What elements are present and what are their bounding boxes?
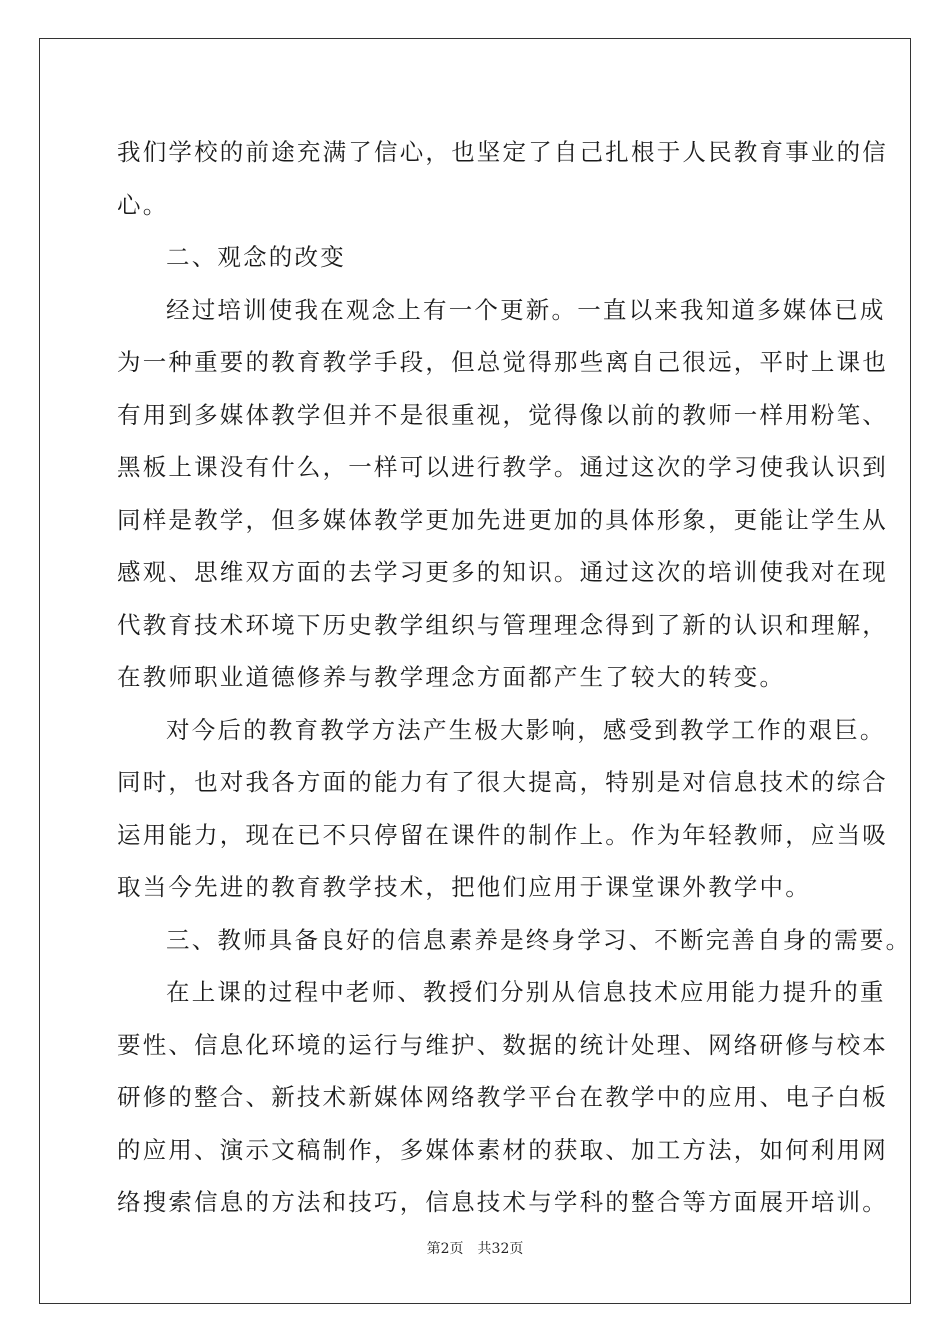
text-line: 黑板上课没有什么，一样可以进行教学。通过这次的学习使我认识到	[117, 453, 888, 481]
text-line: 我们学校的前途充满了信心，也坚定了自己扎根于人民教育事业的信	[117, 138, 888, 166]
text-line: 同时，也对我各方面的能力有了很大提高，特别是对信息技术的综合	[117, 768, 888, 796]
text-line: 取当今先进的教育教学技术，把他们应用于课堂课外教学中。	[117, 873, 811, 901]
page-number: 第2页	[426, 1241, 464, 1257]
document-body	[117, 126, 912, 1229]
text-line: 要性、信息化环境的运行与维护、数据的统计处理、网络研修与校本	[117, 1030, 888, 1059]
text-line: 三、教师具备良好的信息素养是终身学习、不断完善自身的需要。	[166, 925, 912, 954]
text-line: 运用能力，现在已不只停留在课件的制作上。作为年轻教师，应当吸	[117, 820, 888, 849]
text-line: 经过培训使我在观念上有一个更新。一直以来我知道多媒体已成	[166, 295, 886, 324]
text-line: 的应用、演示文稿制作，多媒体素材的获取、加工方法，如何利用网	[117, 1135, 888, 1164]
text-line: 二、观念的改变	[166, 243, 346, 271]
text-line: 心。	[117, 190, 169, 219]
text-line: 在上课的过程中老师、教授们分别从信息技术应用能力提升的重	[166, 978, 886, 1006]
text-line: 有用到多媒体教学但并不是很重视，觉得像以前的教师一样用粉笔、	[117, 400, 888, 429]
text-line: 为一种重要的教育教学手段，但总觉得那些离自己很远，平时上课也	[117, 348, 888, 376]
page-footer	[0, 1238, 950, 1258]
text-line: 代教育技术环境下历史教学组织与管理理念得到了新的认识和理解，	[117, 610, 888, 639]
text-line: 研修的整合、新技术新媒体网络教学平台在教学中的应用、电子白板	[117, 1083, 888, 1111]
text-line: 同样是教学，但多媒体教学更加先进更加的具体形象，更能让学生从	[117, 505, 888, 534]
text-line: 络搜索信息的方法和技巧，信息技术与学科的整合等方面展开培训。	[117, 1188, 888, 1216]
text-line: 感观、思维双方面的去学习更多的知识。通过这次的培训使我对在现	[117, 558, 888, 586]
text-line: 对今后的教育教学方法产生极大影响，感受到教学工作的艰巨。	[166, 715, 886, 744]
page-total: 共32页	[477, 1241, 524, 1257]
text-line: 在教师职业道德修养与教学理念方面都产生了较大的转变。	[117, 663, 786, 691]
